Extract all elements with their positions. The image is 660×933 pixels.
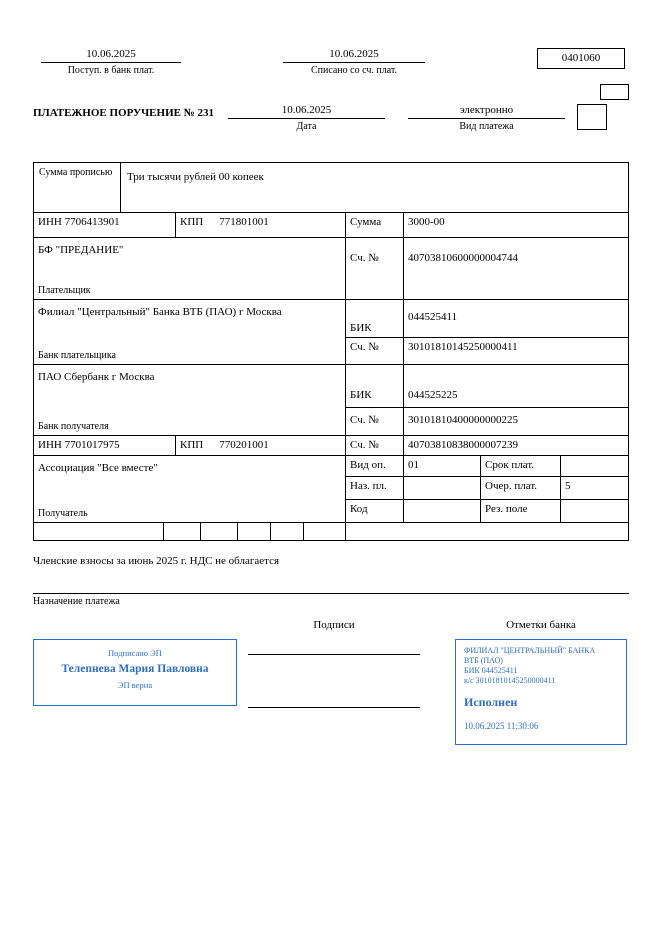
payer-inn: ИНН 7706413901 xyxy=(34,213,176,237)
requisites-table xyxy=(33,212,629,541)
payer-bank-bik-row xyxy=(346,300,628,338)
payee-bank-cell xyxy=(34,365,346,435)
rez-pole-value xyxy=(561,500,628,522)
debited-date-field xyxy=(283,48,425,76)
bank-stamp-line-2: ВТБ (ПАО) xyxy=(464,656,503,665)
document-date-label: Дата xyxy=(296,121,317,132)
e-signature-name: Телепнева Мария Павловна xyxy=(61,663,209,675)
payment-kind-value: электронно xyxy=(408,104,565,119)
payer-name: БФ "ПРЕДАНИЕ" xyxy=(38,244,124,256)
payee-bank-row xyxy=(34,365,628,436)
payer-bank-codes xyxy=(346,300,628,364)
payee-row xyxy=(34,456,628,523)
payee-kpp-value: 770201001 xyxy=(219,439,269,451)
signature-lines xyxy=(248,639,420,708)
payee-cell xyxy=(34,456,346,522)
bank-stamp-status: Исполнен xyxy=(464,695,518,709)
stamps-row xyxy=(33,639,629,745)
signatures-label: Подписи xyxy=(313,619,355,631)
debited-date-label: Списано со сч. плат. xyxy=(310,65,398,76)
budget-field-cell xyxy=(164,523,201,540)
amount-words-label: Сумма прописью xyxy=(34,163,121,212)
payee-bank-account: 30101810400000000225 xyxy=(408,414,518,426)
budget-field-cell xyxy=(304,523,346,540)
empty-status-box xyxy=(577,104,607,130)
budget-fields-row xyxy=(34,523,628,540)
payee-bank-codes xyxy=(346,365,628,435)
payee-bank-account-label: Сч. № xyxy=(346,408,404,435)
payee-bank-bik-label: БИК xyxy=(346,365,404,407)
payer-bank-cell xyxy=(34,300,346,364)
received-date-field xyxy=(41,48,181,76)
e-signature-stamp xyxy=(33,639,237,706)
payment-attributes xyxy=(346,456,628,522)
payer-account-label: Сч. № xyxy=(346,238,404,299)
bank-stamp xyxy=(455,639,627,745)
payee-account: 40703810838000007239 xyxy=(408,439,518,451)
payer-bank-account-label: Сч. № xyxy=(346,338,404,364)
payer-kpp-value: 771801001 xyxy=(219,216,269,228)
payee-inn: ИНН 7701017975 xyxy=(34,436,176,455)
signature-line-2 xyxy=(248,692,420,708)
payee-bank-account-row xyxy=(346,408,628,435)
payee-inn-row xyxy=(34,436,628,456)
payee-section-label: Получатель xyxy=(38,508,88,519)
bank-stamp-line-1: ФИЛИАЛ "ЦЕНТРАЛЬНЫЙ" БАНКА xyxy=(464,646,596,655)
bank-marks-label: Отметки банка xyxy=(506,619,576,631)
amount-words-row xyxy=(33,162,629,212)
amount-words-value: Три тысячи рублей 00 копеек xyxy=(127,171,264,183)
e-signature-bottom-line: ЭП верна xyxy=(117,680,153,690)
sum-label: Сумма xyxy=(346,213,404,237)
naz-pl-value xyxy=(404,477,481,499)
kod-value xyxy=(404,500,481,522)
payer-inn-row xyxy=(34,213,628,238)
ocher-plat-label: Очер. плат. xyxy=(481,477,561,499)
payee-account-label: Сч. № xyxy=(346,436,404,455)
payer-section-label: Плательщик xyxy=(38,285,91,296)
payer-bank-bik-label: БИК xyxy=(346,300,404,337)
payment-purpose-text: Членские взносы за июнь 2025 г. НДС не облагается xyxy=(33,555,280,567)
bank-stamp-line-4: к/с 30101810145250000411 xyxy=(464,676,556,685)
payment-purpose-label: Назначение платежа xyxy=(33,593,629,607)
payee-bank-bik-row xyxy=(346,365,628,408)
naz-pl-label: Наз. пл. xyxy=(346,477,404,499)
budget-field-cell xyxy=(238,523,271,540)
naz-pl-row xyxy=(346,477,628,500)
empty-mark-box xyxy=(600,84,629,100)
sum-value: 3000-00 xyxy=(408,216,445,228)
document-date-field xyxy=(228,104,385,132)
kod-label: Код xyxy=(346,500,404,522)
payer-kpp-label: КПП xyxy=(180,216,204,228)
payer-account: 40703810600000004744 xyxy=(408,252,518,264)
payer-bank-bik: 044525411 xyxy=(408,311,458,323)
budget-field-cell xyxy=(346,523,628,540)
debited-date-value: 10.06.2025 xyxy=(283,48,425,63)
document-date-value: 10.06.2025 xyxy=(228,104,385,119)
budget-field-cell xyxy=(201,523,238,540)
form-code-box: 0401060 xyxy=(537,48,625,69)
ocher-plat-value: 5 xyxy=(565,480,571,492)
kod-row xyxy=(346,500,628,522)
srok-plat-label: Срок плат. xyxy=(481,456,561,476)
payer-bank-name: Филиал "Центральный" Банка ВТБ (ПАО) г Москва xyxy=(38,306,282,318)
vid-op-value: 01 xyxy=(404,456,481,476)
vid-op-row xyxy=(346,456,628,477)
payer-row xyxy=(34,238,628,300)
e-signature-top-line: Подписано ЭП xyxy=(108,648,162,658)
received-date-value: 10.06.2025 xyxy=(41,48,181,63)
payer-bank-row xyxy=(34,300,628,365)
payment-kind-field xyxy=(408,104,565,132)
header-row xyxy=(33,48,629,76)
payer-kpp xyxy=(176,213,346,237)
payee-bank-section-label: Банк получателя xyxy=(38,421,109,432)
srok-plat-value xyxy=(561,456,628,476)
payee-name: Ассоциация "Все вместе" xyxy=(38,462,158,474)
footer-headers xyxy=(33,619,629,631)
budget-field-cell xyxy=(34,523,164,540)
title-row xyxy=(33,104,629,132)
bank-stamp-datetime: 10.06.2025 11:30:06 xyxy=(464,721,539,731)
received-date-label: Поступ. в банк плат. xyxy=(67,65,155,76)
budget-field-cell xyxy=(271,523,304,540)
payee-kpp xyxy=(176,436,346,455)
payer-bank-account: 30101810145250000411 xyxy=(408,341,518,353)
payment-kind-label: Вид платежа xyxy=(459,121,514,132)
vid-op-label: Вид оп. xyxy=(346,456,404,476)
payer-bank-section-label: Банк плательщика xyxy=(38,350,116,361)
bank-stamp-line-3: БИК 044525411 xyxy=(464,666,518,675)
payee-kpp-label: КПП xyxy=(180,439,204,451)
payee-bank-name: ПАО Сбербанк г Москва xyxy=(38,371,155,383)
document-title: ПЛАТЕЖНОЕ ПОРУЧЕНИЕ № 231 xyxy=(33,107,215,119)
signature-line-1 xyxy=(248,639,420,655)
payer-bank-account-row xyxy=(346,338,628,364)
rez-pole-label: Рез. поле xyxy=(481,500,561,522)
payer-cell xyxy=(34,238,346,299)
payee-bank-bik: 044525225 xyxy=(408,389,458,401)
